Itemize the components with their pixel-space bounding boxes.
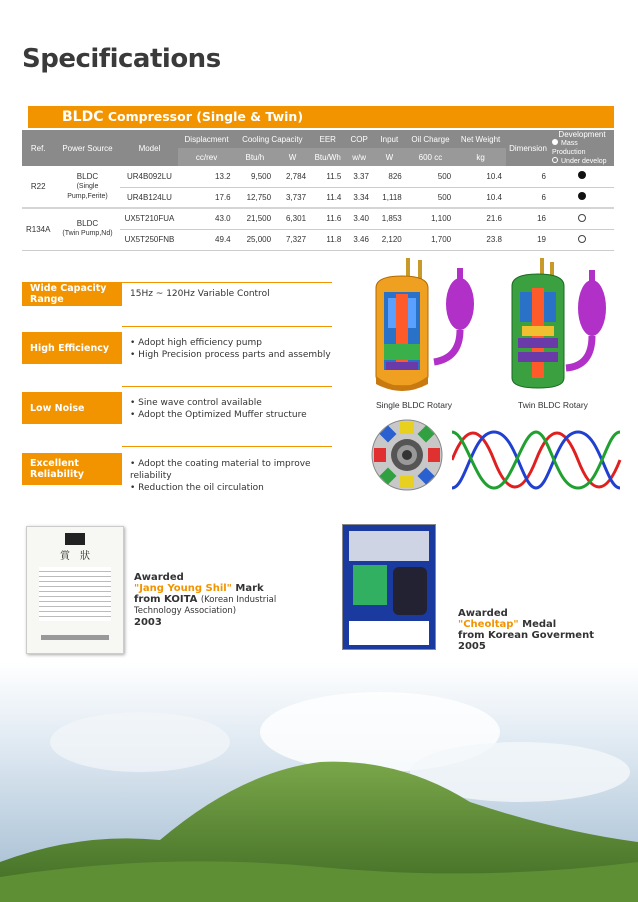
cell: 17.6 <box>178 187 234 208</box>
ref-cell: R134A <box>22 208 54 250</box>
cell: 9,500 <box>235 166 275 187</box>
cell: 13.2 <box>178 166 234 187</box>
single-rotary-caption: Single BLDC Rotary <box>376 400 453 410</box>
feature-low-noise <box>22 392 332 424</box>
cell: 21.6 <box>455 208 506 229</box>
th-cooling-capacity: Cooling Capacity <box>235 130 310 148</box>
cell: 2,784 <box>275 166 310 187</box>
section-title-bar <box>28 106 614 128</box>
cell: 3.37 <box>345 166 373 187</box>
list-item: • Sine wave control available <box>130 397 307 409</box>
cell: 16 <box>506 208 550 229</box>
th-development: Development Mass Production Under develop <box>550 130 614 166</box>
model-cell: UX5T250FNB <box>120 229 178 250</box>
th-cop: COP <box>345 130 373 148</box>
cell: 500 <box>406 187 455 208</box>
feature-high-efficiency <box>22 332 332 364</box>
unit-oil: 600 cc <box>406 148 455 166</box>
unit-cooling-btu: Btu/h <box>235 148 275 166</box>
certificate-title: 賞 狀 <box>60 551 90 562</box>
section-title: BLDC Compressor (Single & Twin) <box>62 109 304 125</box>
cell: 6 <box>506 187 550 208</box>
certificate-text-lines <box>39 567 111 621</box>
dev-cell <box>550 208 614 229</box>
cell: 10.4 <box>455 166 506 187</box>
sine-wave-image <box>452 424 622 496</box>
power-cell: BLDC (Single Pump,Ferite) <box>54 166 120 208</box>
mass-production-dot-icon <box>578 192 586 200</box>
cell: 3,737 <box>275 187 310 208</box>
award-right-text: Awarded "Cheoltap" Medal from Korean Goverment 2005 <box>458 608 594 652</box>
cell: 3.46 <box>345 229 373 250</box>
th-ref: Ref. <box>22 130 54 166</box>
list-item: • High Precision process parts and assembly <box>130 349 331 361</box>
ref-cell: R22 <box>22 166 54 208</box>
unit-cooling-w: W <box>275 148 310 166</box>
unit-eer: Btu/Wh <box>310 148 345 166</box>
cell: 11.8 <box>310 229 345 250</box>
th-input: Input <box>373 130 406 148</box>
list-item: • Reduction the oil circulation <box>130 482 332 494</box>
dev-cell <box>550 166 614 187</box>
cell: 12,750 <box>235 187 275 208</box>
feature-tag: Excellent Reliability <box>22 453 122 485</box>
twin-rotary-compressor-image <box>502 258 618 398</box>
cell: 1,853 <box>373 208 406 229</box>
compressor-photo <box>393 567 427 615</box>
cell: 1,118 <box>373 187 406 208</box>
th-model: Model <box>120 130 178 166</box>
dev-cell <box>550 187 614 208</box>
cell: 25,000 <box>235 229 275 250</box>
cell: 23.8 <box>455 229 506 250</box>
divider <box>122 386 332 387</box>
cell: 2,120 <box>373 229 406 250</box>
cell: 21,500 <box>235 208 275 229</box>
cell: 1,100 <box>406 208 455 229</box>
certificate-logo <box>65 533 85 545</box>
spec-table <box>22 130 614 251</box>
unit-displacement: cc/rev <box>178 148 234 166</box>
mass-production-dot-icon <box>552 139 558 145</box>
cell: 10.4 <box>455 187 506 208</box>
motor-cross-section-image <box>370 418 444 492</box>
model-cell: UR4B092LU <box>120 166 178 187</box>
divider <box>122 282 332 283</box>
table-row <box>22 166 614 187</box>
certificate-signature <box>41 635 109 640</box>
landscape-photo <box>0 662 638 902</box>
under-develop-circle-icon <box>578 214 586 222</box>
th-oil-charge: Oil Charge <box>406 130 455 148</box>
dev-cell <box>550 229 614 250</box>
cell: 1,700 <box>406 229 455 250</box>
power-cell: BLDC (Twin Pump,Nd) <box>54 208 120 250</box>
feature-desc <box>130 337 331 361</box>
unit-cop: w/w <box>345 148 373 166</box>
th-power-source: Power Source <box>54 130 120 166</box>
single-rotary-compressor-image <box>362 258 492 398</box>
feature-desc <box>130 458 332 494</box>
model-cell: UX5T210FUA <box>120 208 178 229</box>
feature-desc: 15Hz ~ 120Hz Variable Control <box>130 289 270 299</box>
cell: 3.40 <box>345 208 373 229</box>
feature-tag: High Efficiency <box>22 332 122 364</box>
cell: 826 <box>373 166 406 187</box>
under-develop-circle-icon <box>552 157 558 163</box>
award-left-text: Awarded "Jang Young Shil" Mark from KOITA (Korean Industrial Technology Association) 2003 <box>134 572 277 628</box>
feature-tag: Low Noise <box>22 392 122 424</box>
under-develop-circle-icon <box>578 235 586 243</box>
divider <box>122 446 332 447</box>
award-poster-image <box>342 524 436 650</box>
list-item: • Adopt high efficiency pump <box>130 337 331 349</box>
list-item: • Adopt the coating material to improve reliability <box>130 458 332 482</box>
th-eer: EER <box>310 130 345 148</box>
th-displacement: Displacment <box>178 130 234 148</box>
cell: 11.6 <box>310 208 345 229</box>
unit-input: W <box>373 148 406 166</box>
page-title: Specifications <box>22 44 221 74</box>
cell: 49.4 <box>178 229 234 250</box>
cell: 6,301 <box>275 208 310 229</box>
cell: 3.34 <box>345 187 373 208</box>
cell: 500 <box>406 166 455 187</box>
unit-weight: kg <box>455 148 506 166</box>
feature-wide-capacity <box>22 282 332 306</box>
twin-rotary-caption: Twin BLDC Rotary <box>518 400 588 410</box>
mass-production-dot-icon <box>578 171 586 179</box>
feature-excellent-reliability <box>22 453 332 493</box>
th-net-weight: Net Weight <box>455 130 506 148</box>
table-row <box>22 208 614 229</box>
divider <box>122 326 332 327</box>
cell: 11.5 <box>310 166 345 187</box>
model-cell: UR4B124LU <box>120 187 178 208</box>
feature-desc <box>130 397 307 421</box>
cell: 43.0 <box>178 208 234 229</box>
cell: 7,327 <box>275 229 310 250</box>
feature-tag: Wide Capacity Range <box>22 282 122 306</box>
cell: 6 <box>506 166 550 187</box>
certificate-image <box>26 526 124 654</box>
th-dimension: Dimension <box>506 130 550 166</box>
cell: 19 <box>506 229 550 250</box>
list-item: • Adopt the Optimized Muffer structure <box>130 409 307 421</box>
cell: 11.4 <box>310 187 345 208</box>
